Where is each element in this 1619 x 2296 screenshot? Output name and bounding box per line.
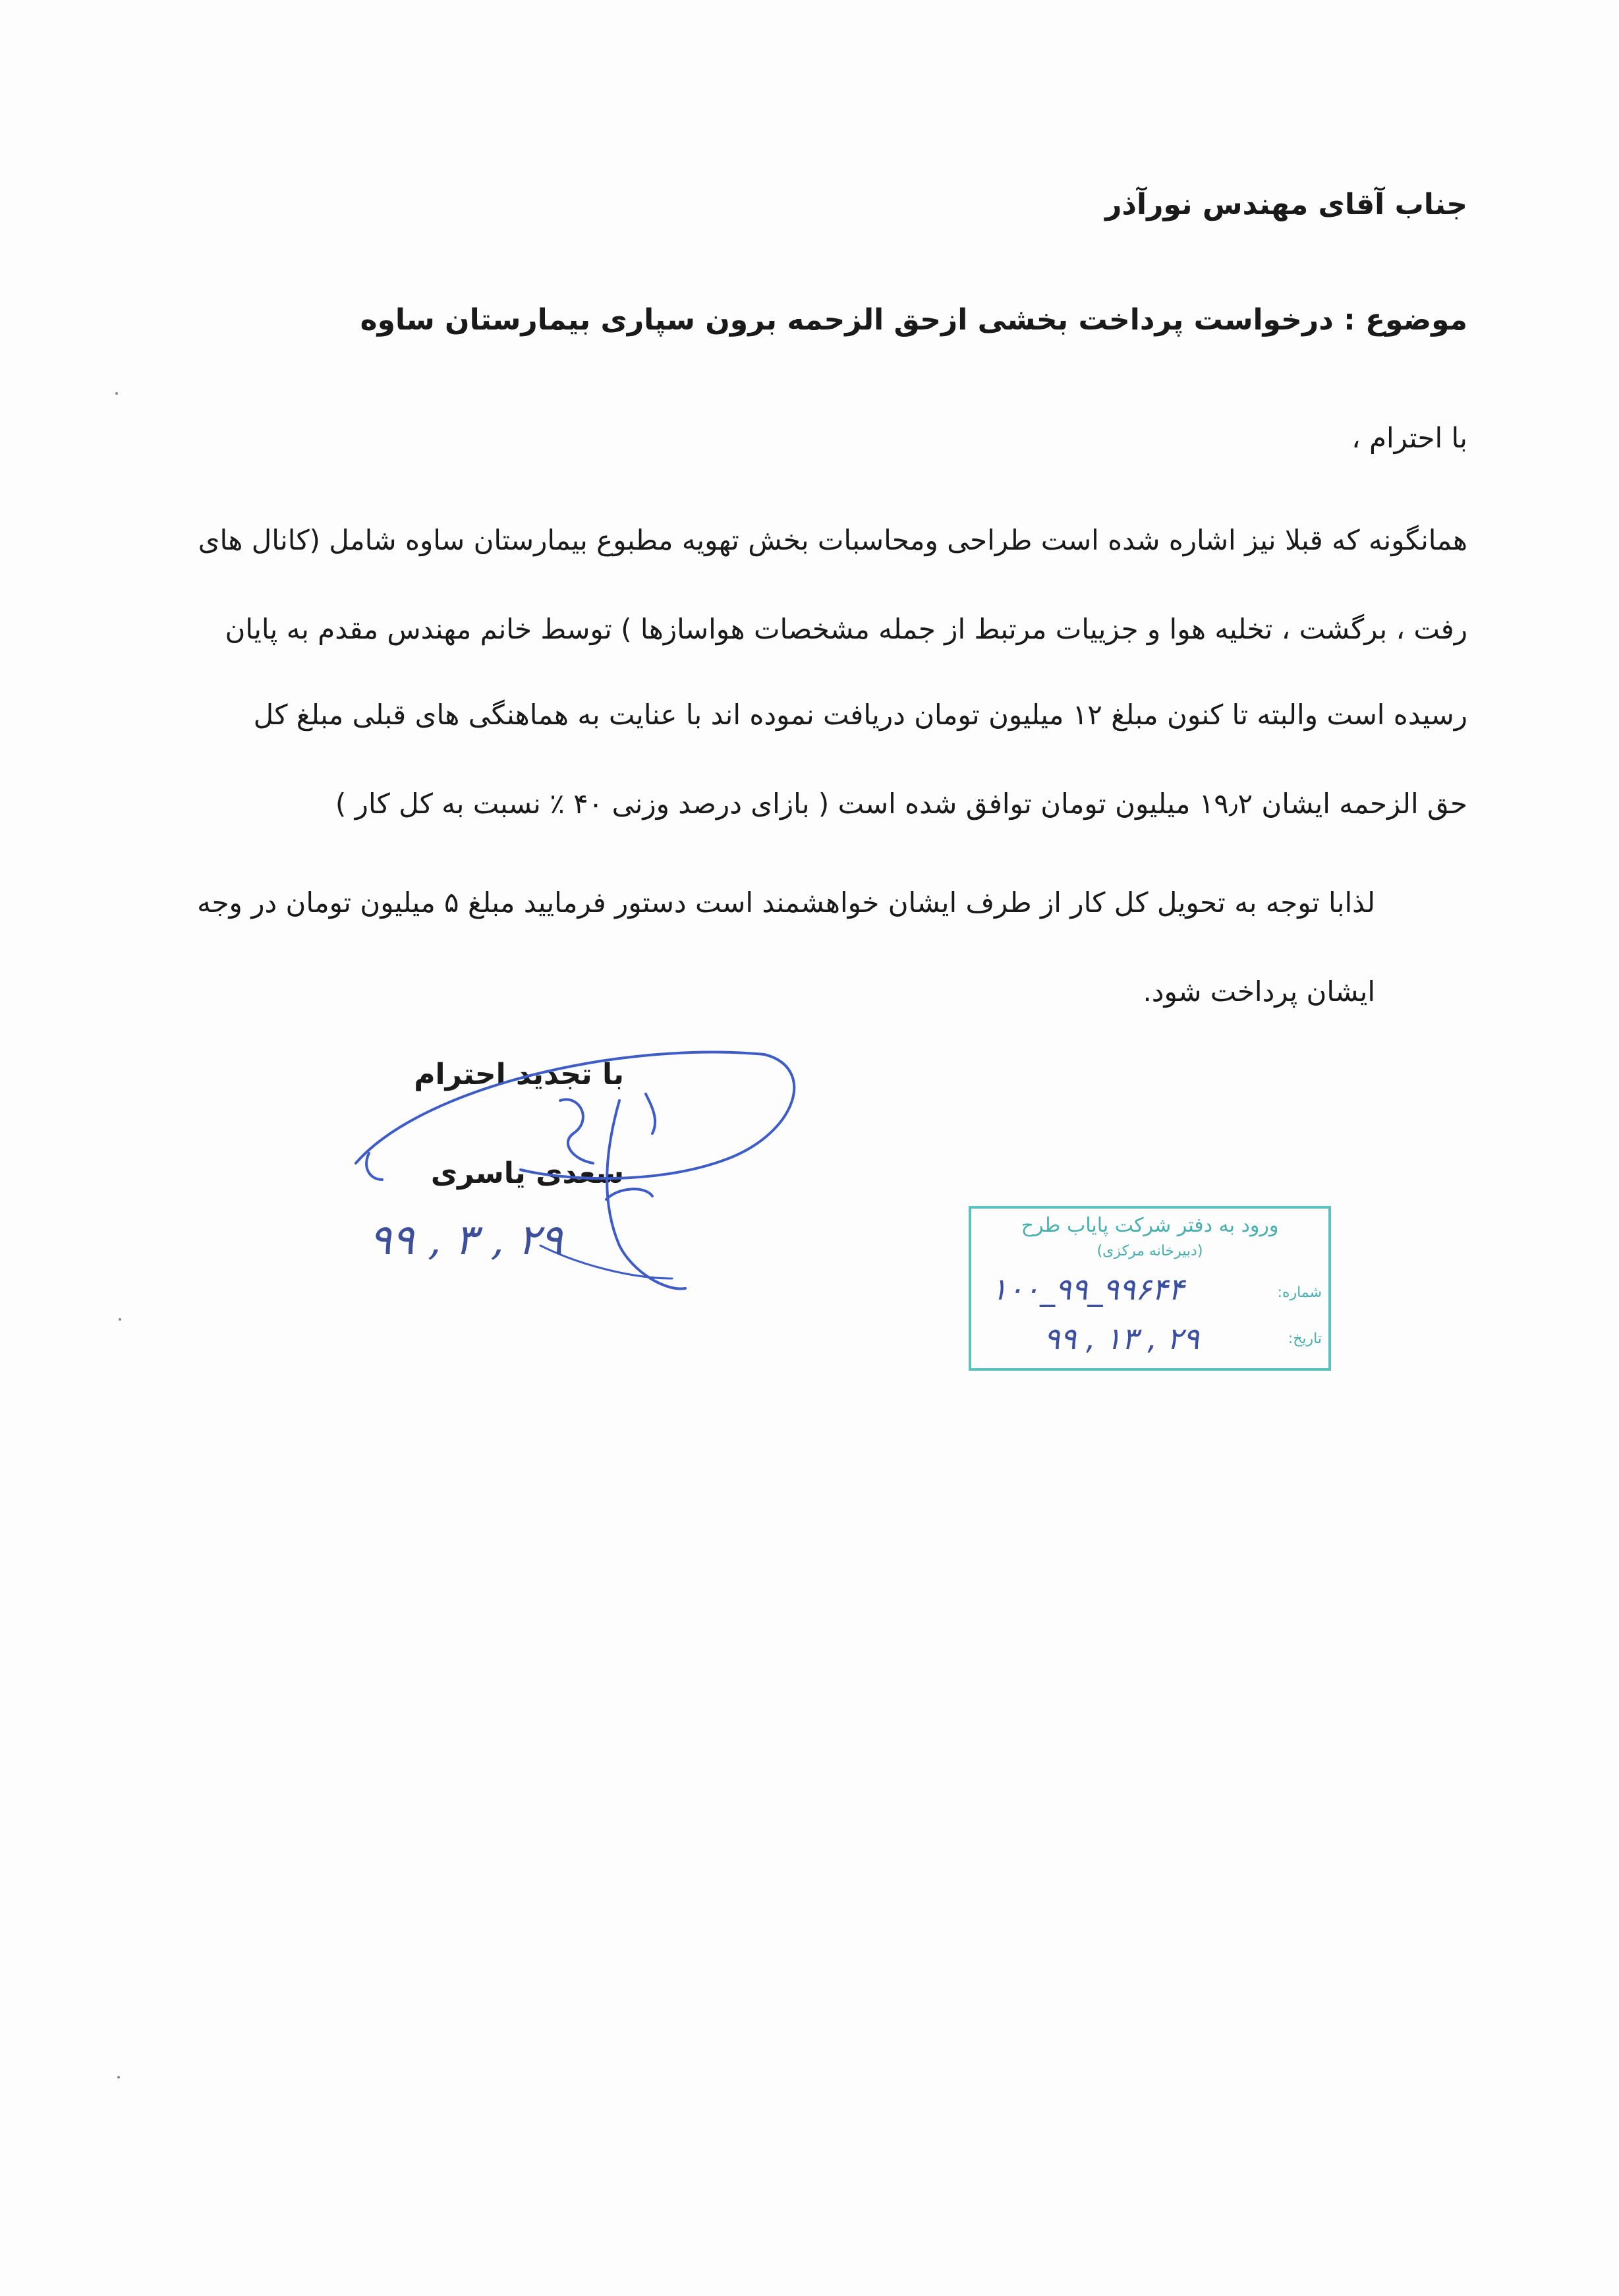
stamp-subtitle: (دبیرخانه مرکزی) xyxy=(1096,1243,1203,1259)
paragraph-line: ایشان پرداخت شود. xyxy=(1143,975,1375,1008)
paragraph-line: رفت ، برگشت ، تخلیه هوا و جزییات مرتبط از جمله مشخصات هواسازها ) توسط خانم مهندس مقدم به پایان xyxy=(225,613,1467,645)
paragraph-line: رسیده است والبته تا کنون مبلغ ۱۲ میلیون تومان دریافت نموده اند با عنایت به هماهنگی های قبلی مبلغ کل xyxy=(253,699,1467,731)
stamp-date-value: ۹۹ , ۱۳ , ۲۹ xyxy=(1044,1321,1199,1356)
subject-line: موضوع : درخواست پرداخت بخشی ازحق الزحمه برون سپاری بیمارستان ساوه xyxy=(360,303,1467,337)
signer-name: سعدی یاسری xyxy=(430,1157,624,1190)
handwritten-date: ۹۹ , ۳ , ۲۹ xyxy=(369,1216,563,1265)
stamp-number-value: ۱۰۰_۹۹_۹۹۶۴۴ xyxy=(991,1271,1185,1307)
stamp-date-label: تاریخ: xyxy=(1288,1331,1322,1347)
receipt-stamp xyxy=(969,1206,1331,1371)
stamp-number-label: شماره: xyxy=(1277,1284,1322,1301)
scan-speck xyxy=(117,2076,120,2079)
paragraph-line: حق الزحمه ایشان ۱۹٫۲ میلیون تومان توافق شده است ( بازای درصد وزنی ۴۰ ٪ نسبت به کل کار ) xyxy=(335,788,1467,820)
scan-speck xyxy=(115,392,118,395)
stamp-title: ورود به دفتر شرکت پایاب طرح xyxy=(1021,1214,1279,1237)
addressee-line: جناب آقای مهندس نورآذر xyxy=(1105,188,1467,221)
scan-speck xyxy=(119,1318,121,1321)
closing-phrase: با تجدید احترام xyxy=(414,1058,624,1091)
paragraph-line: همانگونه که قبلا نیز اشاره شده است طراحی ومحاسبات بخش تهویه مطبوع بیمارستان ساوه شامل (کانال های xyxy=(198,524,1467,556)
salutation: با احترام ، xyxy=(1351,422,1467,454)
paragraph-line: لذابا توجه به تحویل کل کار از طرف ایشان خواهشمند است دستور فرمایید مبلغ ۵ میلیون تومان در وجه xyxy=(197,886,1375,919)
